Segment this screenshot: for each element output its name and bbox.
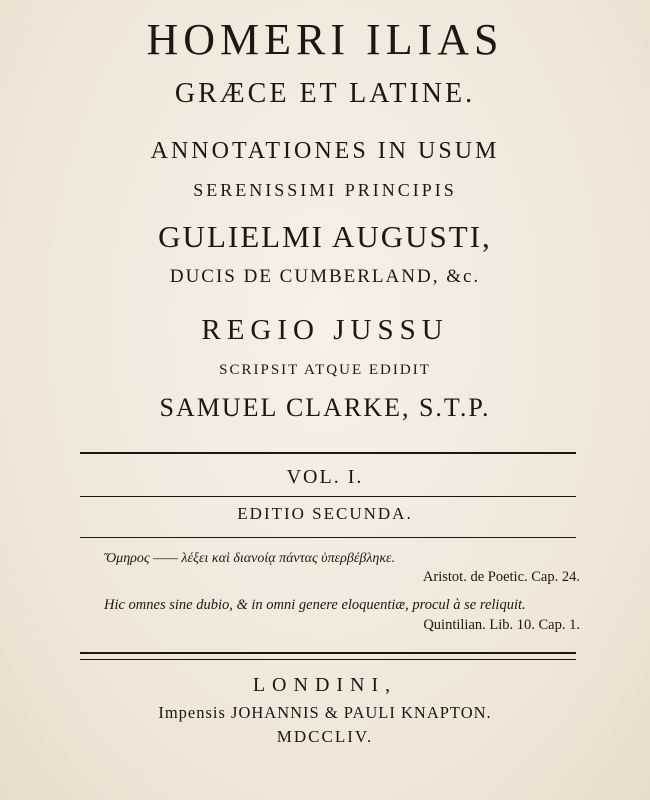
serenissimi-line: SERENISSIMI PRINCIPIS <box>193 180 457 200</box>
imprint-year: MDCCLIV. <box>276 727 374 746</box>
imprint-city: LONDINI, <box>252 674 398 696</box>
book-subtitle: GRÆCE ET LATINE. <box>174 78 476 109</box>
rule-volume <box>80 496 576 497</box>
patron-name: GULIELMI AUGUSTI, <box>158 219 492 254</box>
regio-jussu: REGIO JUSSU <box>201 314 449 346</box>
epigraph-latin: Hic omnes sine dubio, & in omni genere eloquentiæ, procul à se reliquit. <box>104 597 526 613</box>
epigraph-citation-quintilian: Quintilian. Lib. 10. Cap. 1. <box>423 617 580 633</box>
scripsit-line: SCRIPSIT ATQUE EDIDIT <box>219 362 431 378</box>
annotationes-line: ANNOTATIONES IN USUM <box>150 138 500 164</box>
rule-edition <box>80 537 576 538</box>
author-name: SAMUEL CLARKE, S.T.P. <box>159 393 491 422</box>
rule-imprint-upper <box>80 652 576 654</box>
volume-label: VOL. I. <box>286 466 364 488</box>
rule-top <box>80 452 576 454</box>
rule-imprint-lower <box>80 659 576 660</box>
epigraph-greek: Ὅμηρος —— λέξει καὶ διανοίᾳ πάντας ὑπερβέβληκε. <box>104 551 396 566</box>
epigraph-citation-aristotle: Aristot. de Poetic. Cap. 24. <box>422 569 580 585</box>
imprint-publisher: Impensis JOHANNIS & PAULI KNAPTON. <box>158 703 492 722</box>
edition-label: EDITIO SECUNDA. <box>237 504 413 523</box>
book-title: HOMERI ILIAS <box>146 15 504 64</box>
patron-title: DUCIS DE CUMBERLAND, &c. <box>169 266 481 287</box>
